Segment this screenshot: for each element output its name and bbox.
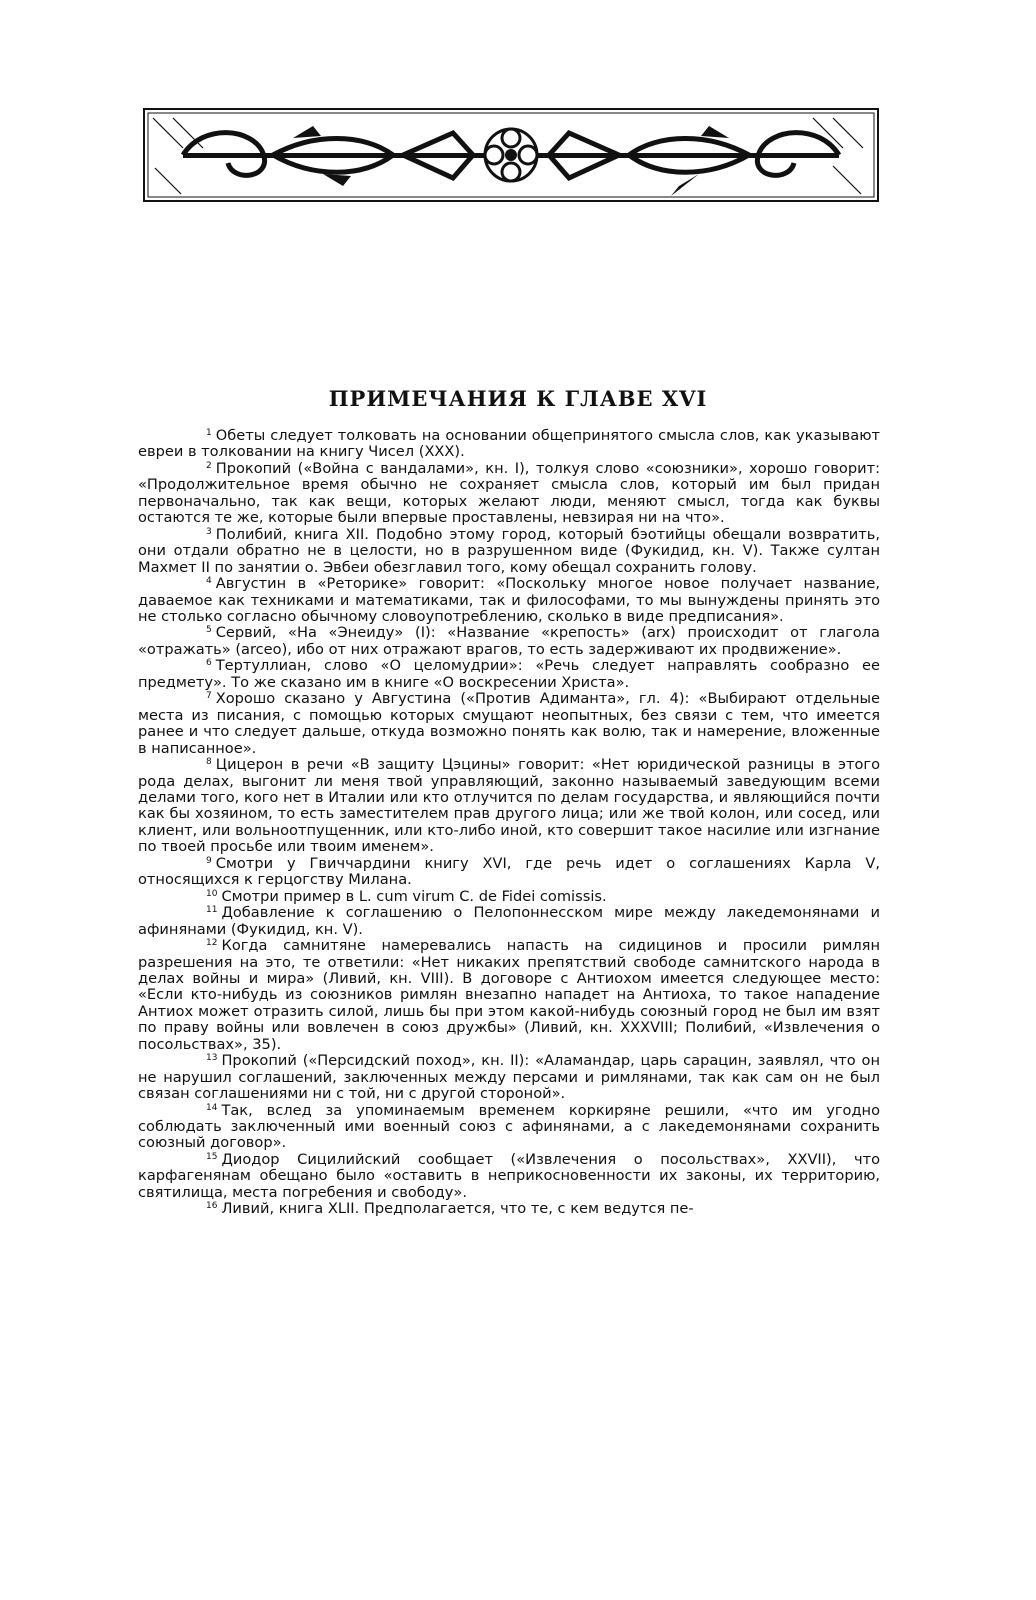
footnote-number: 1 (206, 428, 212, 438)
footnote (138, 428, 880, 461)
footnote-number: 13 (206, 1053, 218, 1064)
footnote-text: Августин в «Реторике» говорит: «Поскольку многое новое получает название, даваемое как техниками и математиками, так и философами, то мы вынуждены принять это не столько согласно обычному словоупотреблению, сколько в виде предписания». (138, 575, 880, 625)
footnote-number: 4 (206, 576, 212, 587)
footnote-number: 7 (206, 691, 212, 702)
footnote-text: Добавление к соглашению о Пелопоннесском мире между лакедемонянами и афинянами (Фукидид, кн. V). (138, 904, 880, 938)
footnote-text: Диодор Сицилийский сообщает («Извлечения о посольствах», XXVII), что карфагенянам обещано было «оставить в неприкосновенности их законы, их территорию, святилища, места погребения и свободу». (138, 1150, 880, 1201)
footnote (138, 757, 880, 856)
footnote-number: 8 (206, 757, 212, 768)
footnote-number: 10 (206, 888, 218, 899)
footnote (138, 1152, 880, 1201)
footnote-text: Смотри у Гвиччардини книгу XVI, где речь идет о соглашениях Карла V, относящихся к герцогству Милана. (138, 854, 880, 889)
footnote-text: Хорошо сказано у Августина («Против Адиманта», гл. 4): «Выбирают отдельные места из писания, с помощью которых смущают неопытных, без связи с тем, что имеется ранее и что следует дальше, откуда возможно понять как волю, так и намерение, вложенные в написанное». (138, 690, 880, 757)
footnote-number: 9 (206, 855, 212, 866)
footnote-number: 2 (206, 460, 212, 471)
footnote-text: Так, вслед за упоминаемым временем коркиряне решили, «что им угодно соблюдать заключенный ими военный союз с афинянами, а с лакедемонянами сохранить союзный договор». (138, 1101, 880, 1152)
footnote-text: Обеты следует толковать на основании общепринятого смысла слов, как указывают евреи в толковании на книгу Чисел (XXX). (138, 427, 880, 461)
footnote-text: Тертуллиан, слово «О целомудрии»: «Речь следует направлять сообразно ее предмету». То же сказано им в книге «О воскресении Христа». (138, 657, 880, 691)
footnote-number: 14 (206, 1102, 218, 1113)
footnote-text: Смотри пример в L. cum virum C. de Fidei comissis. (221, 887, 607, 905)
footnote-text: Ливий, книга XLII. Предполагается, что те, с кем ведутся пе- (221, 1200, 694, 1218)
footnote (138, 625, 880, 658)
footnote (138, 658, 880, 691)
footnote-number: 11 (206, 905, 218, 916)
footnote-text: Прокопий («Война с вандалами», кн. I), толкуя слово «союзники», хорошо говорит: «Продолжительное время обычно не сохраняет смысла слов, который им был придан первоначально, так как вещи, которых желают люди, меняют смысл, тогда как буквы остаются те же, которые были впервые проставлены, невзирая ни на что». (138, 459, 880, 527)
footnote (138, 691, 880, 757)
page-title: ПРИМЕЧАНИЯ К ГЛАВЕ XVI (328, 386, 708, 411)
footnote-text: Сервий, «На «Энеиду» (I): «Название «крепость» (arx) происходит от глагола «отражать» (arceo), ибо от них отражают врагов, то есть задерживают их продвижение». (138, 624, 880, 658)
footnote (138, 576, 880, 625)
footnote-number: 6 (206, 658, 212, 669)
footnote (138, 905, 880, 938)
footnote-number: 16 (206, 1201, 218, 1212)
footnote (138, 461, 880, 527)
footnote (138, 856, 880, 889)
footnote-text: Полибий, книга XII. Подобно этому город, который бэотийцы обещали возвратить, они отдали обратно не в целости, но в разрушенном виде (Фукидид, кн. V). Также султан Махмет II по занятии о. Эвбеи обезглавил того, кому обещал сохранить голову. (138, 525, 880, 576)
footnote (138, 1053, 880, 1102)
footnote-text: Цицерон в речи «В защиту Цэцины» говорит: «Нет юридической разницы в этого рода делах, выгонит ли меня твой управляющий, законно называемый заведующим всеми делами того, кого нет в Италии или кто отлучится по делам государства, и являющийся почти как бы хозяином, то есть заместителем прав другого лица; или же твой колон, или сосед, или клиент, или вольноотпущенник, или кто-либо иной, кто совершит такое насилие или изгнание по твоей просьбе или твоим именем». (138, 756, 880, 856)
footnote-number: 12 (206, 938, 218, 949)
footnote-number: 5 (206, 625, 212, 636)
footnote (138, 1201, 880, 1217)
footnote (138, 938, 880, 1053)
footnote (138, 889, 880, 905)
notes-list (138, 428, 880, 1218)
footnote-number: 15 (206, 1151, 218, 1162)
floral-ornament-icon (143, 108, 879, 202)
footnote-number: 3 (206, 526, 212, 537)
footnote (138, 527, 880, 576)
footnote-text: Прокопий («Персидский поход», кн. II): «Аламандар, царь сарацин, заявлял, что он не нарушил соглашений, заключенных между персами и римлянами, так как сам он не был связан соглашениями ни с той, ни с другой стороной». (138, 1052, 880, 1103)
footnote (138, 1103, 880, 1152)
footnote-text: Когда самнитяне намеревались напасть на сидицинов и просили римлян разрешения на это, те ответили: «Нет никаких препятствий свободе самнитского народа в делах войны и мира» (Ливий, кн. VIII). В договоре с Антиохом имеется следующее место: «Если кто-нибудь из союзников римлян внезапно нападет на Антиоха, то такое нападение Антиох может отразить силой, лишь бы при этом какой-нибудь союзный город не был им взят по праву войны или вовлечен в союз дружбы» (Ливий, кн. XXXVIII; Полибий, «Извлечения о посольствах», 35). (138, 937, 880, 1053)
